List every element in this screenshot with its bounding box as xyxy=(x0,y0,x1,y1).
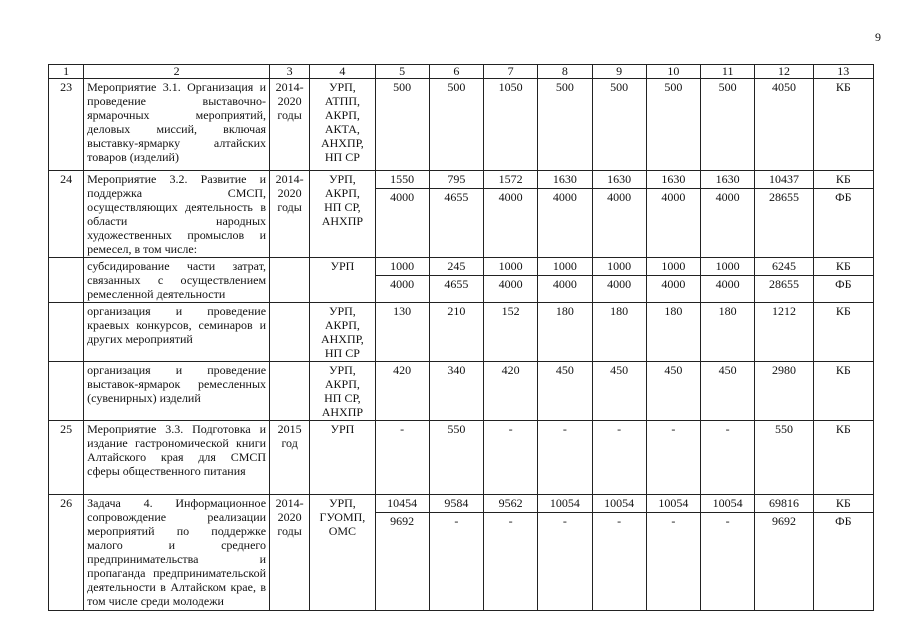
value-cell: 180 xyxy=(538,303,592,362)
table-row-24-subsidy xyxy=(49,258,874,303)
value-kb: 10454 xyxy=(387,496,418,510)
value-cell xyxy=(538,171,592,258)
value-cell: 340 xyxy=(429,362,483,421)
value-cell: 450 xyxy=(646,362,700,421)
value-cell: - xyxy=(375,421,429,495)
measure-description: Мероприятие 3.2. Развитие и поддержка СМСП, осуществляющих деятельность в области народных художественных промыслов и ремесел, в том числе: xyxy=(84,171,270,258)
executor: АНХПР, xyxy=(320,136,364,150)
table-row-25 xyxy=(49,421,874,495)
value-cell xyxy=(484,258,538,303)
executors-cell xyxy=(310,303,375,362)
period-cell xyxy=(270,303,310,362)
executors-cell xyxy=(310,495,375,611)
measure-description: организация и проведение краевых конкурсов, семинаров и других мероприятий xyxy=(84,303,270,362)
value-fb: - xyxy=(484,512,537,528)
column-header: 5 xyxy=(375,65,429,79)
value-kb: 10054 xyxy=(712,496,743,510)
measure-description: Мероприятие 3.1. Организация и проведение выставочно-ярмарочных мероприятий, деловых миссий, включая выставку-ярмарку алтайских товаров (изделий) xyxy=(84,79,270,171)
value-kb: 10054 xyxy=(549,496,580,510)
program-measures-table xyxy=(48,64,874,611)
column-header: 12 xyxy=(755,65,813,79)
value-cell xyxy=(592,495,646,611)
executor: АТПП, xyxy=(324,94,361,108)
executor: АКТА, xyxy=(324,122,360,136)
value-fb: - xyxy=(647,512,700,528)
column-header: 11 xyxy=(701,65,755,79)
value-fb: 4000 xyxy=(647,188,700,204)
value-kb: 69816 xyxy=(768,496,799,510)
executor: НП СР, xyxy=(324,200,361,214)
value-fb: - xyxy=(701,512,754,528)
value-fb: 9692 xyxy=(376,512,429,528)
value-cell xyxy=(375,258,429,303)
executors-cell xyxy=(310,171,375,258)
executors-cell xyxy=(310,421,375,495)
value-kb: 1630 xyxy=(552,172,577,186)
value-cell xyxy=(429,495,483,611)
value-fb: 28655 xyxy=(755,275,812,291)
value-cell xyxy=(538,495,592,611)
value-cell xyxy=(646,171,700,258)
source-kb: КБ xyxy=(835,172,851,186)
source-kb: КБ xyxy=(835,259,851,273)
column-header: 7 xyxy=(484,65,538,79)
page-number: 9 xyxy=(875,30,881,44)
value-kb: 1572 xyxy=(498,172,523,186)
value-cell: 500 xyxy=(701,79,755,171)
executor: АНХПР xyxy=(321,405,364,419)
value-kb: 795 xyxy=(447,172,466,186)
executor: НП СР, xyxy=(324,391,361,405)
executor: АКРП, xyxy=(324,377,360,391)
total-cell: 1212 xyxy=(755,303,813,362)
column-header: 10 xyxy=(646,65,700,79)
value-cell: - xyxy=(484,421,538,495)
value-cell xyxy=(701,495,755,611)
value-cell: 500 xyxy=(646,79,700,171)
value-cell: 180 xyxy=(701,303,755,362)
value-kb: 1000 xyxy=(390,259,415,273)
value-fb: 4655 xyxy=(430,275,483,291)
period-cell xyxy=(270,258,310,303)
table-row-26 xyxy=(49,495,874,611)
value-kb: 10437 xyxy=(768,172,799,186)
value-fb: 9692 xyxy=(755,512,812,528)
value-cell xyxy=(646,258,700,303)
value-fb: 4655 xyxy=(430,188,483,204)
executor: УРП, xyxy=(328,304,356,318)
funding-source-cell xyxy=(813,495,873,611)
executor: ГУОМП, xyxy=(319,510,366,524)
period-cell: 2014-2020 годы xyxy=(270,495,310,611)
value-cell: 500 xyxy=(375,79,429,171)
value-kb: 10054 xyxy=(658,496,689,510)
executor: ОМС xyxy=(328,524,357,538)
value-cell: 450 xyxy=(701,362,755,421)
value-kb: 1630 xyxy=(661,172,686,186)
executor: УРП, xyxy=(328,80,356,94)
value-cell xyxy=(375,495,429,611)
value-cell: 420 xyxy=(484,362,538,421)
header-row xyxy=(49,65,874,79)
executor: АКРП, xyxy=(324,318,360,332)
executors-cell xyxy=(310,79,375,171)
value-kb: 9562 xyxy=(498,496,523,510)
column-header: 9 xyxy=(592,65,646,79)
executor: АНХПР, xyxy=(320,332,364,346)
value-cell: 180 xyxy=(592,303,646,362)
value-cell: 450 xyxy=(592,362,646,421)
value-cell xyxy=(484,171,538,258)
source-fb: ФБ xyxy=(814,275,873,291)
value-fb: 4000 xyxy=(593,275,646,291)
source-fb: ФБ xyxy=(814,188,873,204)
value-cell xyxy=(375,171,429,258)
column-header: 2 xyxy=(84,65,270,79)
value-cell xyxy=(701,171,755,258)
total-cell: 4050 xyxy=(755,79,813,171)
total-cell: 550 xyxy=(755,421,813,495)
value-cell: 130 xyxy=(375,303,429,362)
value-cell: - xyxy=(701,421,755,495)
executors-cell xyxy=(310,362,375,421)
column-header: 6 xyxy=(429,65,483,79)
executor: УРП, xyxy=(328,496,356,510)
funding-source-cell xyxy=(813,171,873,258)
value-kb: 10054 xyxy=(604,496,635,510)
measure-description: субсидирование части затрат, связанных с осуществлением ремесленной деятельности xyxy=(84,258,270,303)
total-cell: 2980 xyxy=(755,362,813,421)
table-row-24 xyxy=(49,171,874,258)
table-row-24-contests xyxy=(49,303,874,362)
executor: НП СР xyxy=(324,346,360,360)
value-kb: 6245 xyxy=(771,259,796,273)
row-number xyxy=(49,258,84,303)
value-cell xyxy=(701,258,755,303)
value-fb: 28655 xyxy=(755,188,812,204)
funding-source-cell: КБ xyxy=(813,79,873,171)
value-cell: 180 xyxy=(646,303,700,362)
value-kb: 245 xyxy=(447,259,466,273)
period-cell: 2014-2020 годы xyxy=(270,79,310,171)
value-fb: 4000 xyxy=(484,188,537,204)
value-fb: 4000 xyxy=(376,188,429,204)
total-cell xyxy=(755,171,813,258)
value-cell: 550 xyxy=(429,421,483,495)
executor: УРП, xyxy=(328,363,356,377)
executor: УРП xyxy=(330,259,355,273)
row-number: 23 xyxy=(49,79,84,171)
period-cell: 2015 год xyxy=(270,421,310,495)
value-kb: 1630 xyxy=(715,172,740,186)
value-fb: 4000 xyxy=(593,188,646,204)
executor: УРП, xyxy=(328,172,356,186)
value-cell xyxy=(429,171,483,258)
value-kb: 1000 xyxy=(498,259,523,273)
value-cell: 152 xyxy=(484,303,538,362)
row-number xyxy=(49,362,84,421)
executor: АКРП, xyxy=(324,186,360,200)
measure-description: Задача 4. Информационное сопровождение реализации мероприятий по поддержке малого и среднего предпринимательства и пропаганда предпринимательской деятельности в Алтайском крае, в том числе среди молодежи xyxy=(84,495,270,611)
value-cell: 500 xyxy=(538,79,592,171)
column-header: 13 xyxy=(813,65,873,79)
funding-source-cell xyxy=(813,258,873,303)
total-cell xyxy=(755,495,813,611)
measure-description: организация и проведение выставок-ярмарок ремесленных (сувенирных) изделий xyxy=(84,362,270,421)
value-kb: 1000 xyxy=(607,259,632,273)
value-kb: 1550 xyxy=(390,172,415,186)
value-cell: 1050 xyxy=(484,79,538,171)
column-header: 8 xyxy=(538,65,592,79)
table-row-24-fairs xyxy=(49,362,874,421)
value-fb: 4000 xyxy=(538,275,591,291)
total-cell xyxy=(755,258,813,303)
value-fb: 4000 xyxy=(701,275,754,291)
value-cell: 500 xyxy=(592,79,646,171)
funding-source-cell: КБ xyxy=(813,362,873,421)
funding-source-cell: КБ xyxy=(813,421,873,495)
column-header: 4 xyxy=(310,65,375,79)
value-cell: 420 xyxy=(375,362,429,421)
column-header: 3 xyxy=(270,65,310,79)
value-cell xyxy=(646,495,700,611)
value-cell xyxy=(592,171,646,258)
value-fb: 4000 xyxy=(376,275,429,291)
table-row-23 xyxy=(49,79,874,171)
row-number xyxy=(49,303,84,362)
value-kb: 1000 xyxy=(552,259,577,273)
measure-description: Мероприятие 3.3. Подготовка и издание гастрономической книги Алтайского края для СМСП сферы общественного питания xyxy=(84,421,270,495)
executors-cell xyxy=(310,258,375,303)
row-number: 26 xyxy=(49,495,84,611)
column-header: 1 xyxy=(49,65,84,79)
period-cell xyxy=(270,362,310,421)
value-fb: - xyxy=(593,512,646,528)
value-cell xyxy=(538,258,592,303)
value-fb: - xyxy=(430,512,483,528)
value-fb: - xyxy=(538,512,591,528)
funding-source-cell: КБ xyxy=(813,303,873,362)
period-cell: 2014-2020 годы xyxy=(270,171,310,258)
value-kb: 9584 xyxy=(444,496,469,510)
value-kb: 1000 xyxy=(661,259,686,273)
executor: НП СР xyxy=(324,150,360,164)
executor: УРП xyxy=(330,422,355,436)
value-cell: 500 xyxy=(429,79,483,171)
value-kb: 1000 xyxy=(715,259,740,273)
executor: АНХПР xyxy=(321,214,364,228)
value-cell xyxy=(592,258,646,303)
value-fb: 4000 xyxy=(647,275,700,291)
row-number: 25 xyxy=(49,421,84,495)
value-cell: - xyxy=(592,421,646,495)
value-cell xyxy=(484,495,538,611)
value-fb: 4000 xyxy=(538,188,591,204)
executor: АКРП, xyxy=(324,108,360,122)
row-number: 24 xyxy=(49,171,84,258)
value-cell: - xyxy=(538,421,592,495)
value-cell: - xyxy=(646,421,700,495)
source-fb: ФБ xyxy=(814,512,873,528)
value-kb: 1630 xyxy=(607,172,632,186)
value-fb: 4000 xyxy=(484,275,537,291)
value-cell xyxy=(429,258,483,303)
source-kb: КБ xyxy=(835,496,851,510)
value-fb: 4000 xyxy=(701,188,754,204)
value-cell: 210 xyxy=(429,303,483,362)
value-cell: 450 xyxy=(538,362,592,421)
